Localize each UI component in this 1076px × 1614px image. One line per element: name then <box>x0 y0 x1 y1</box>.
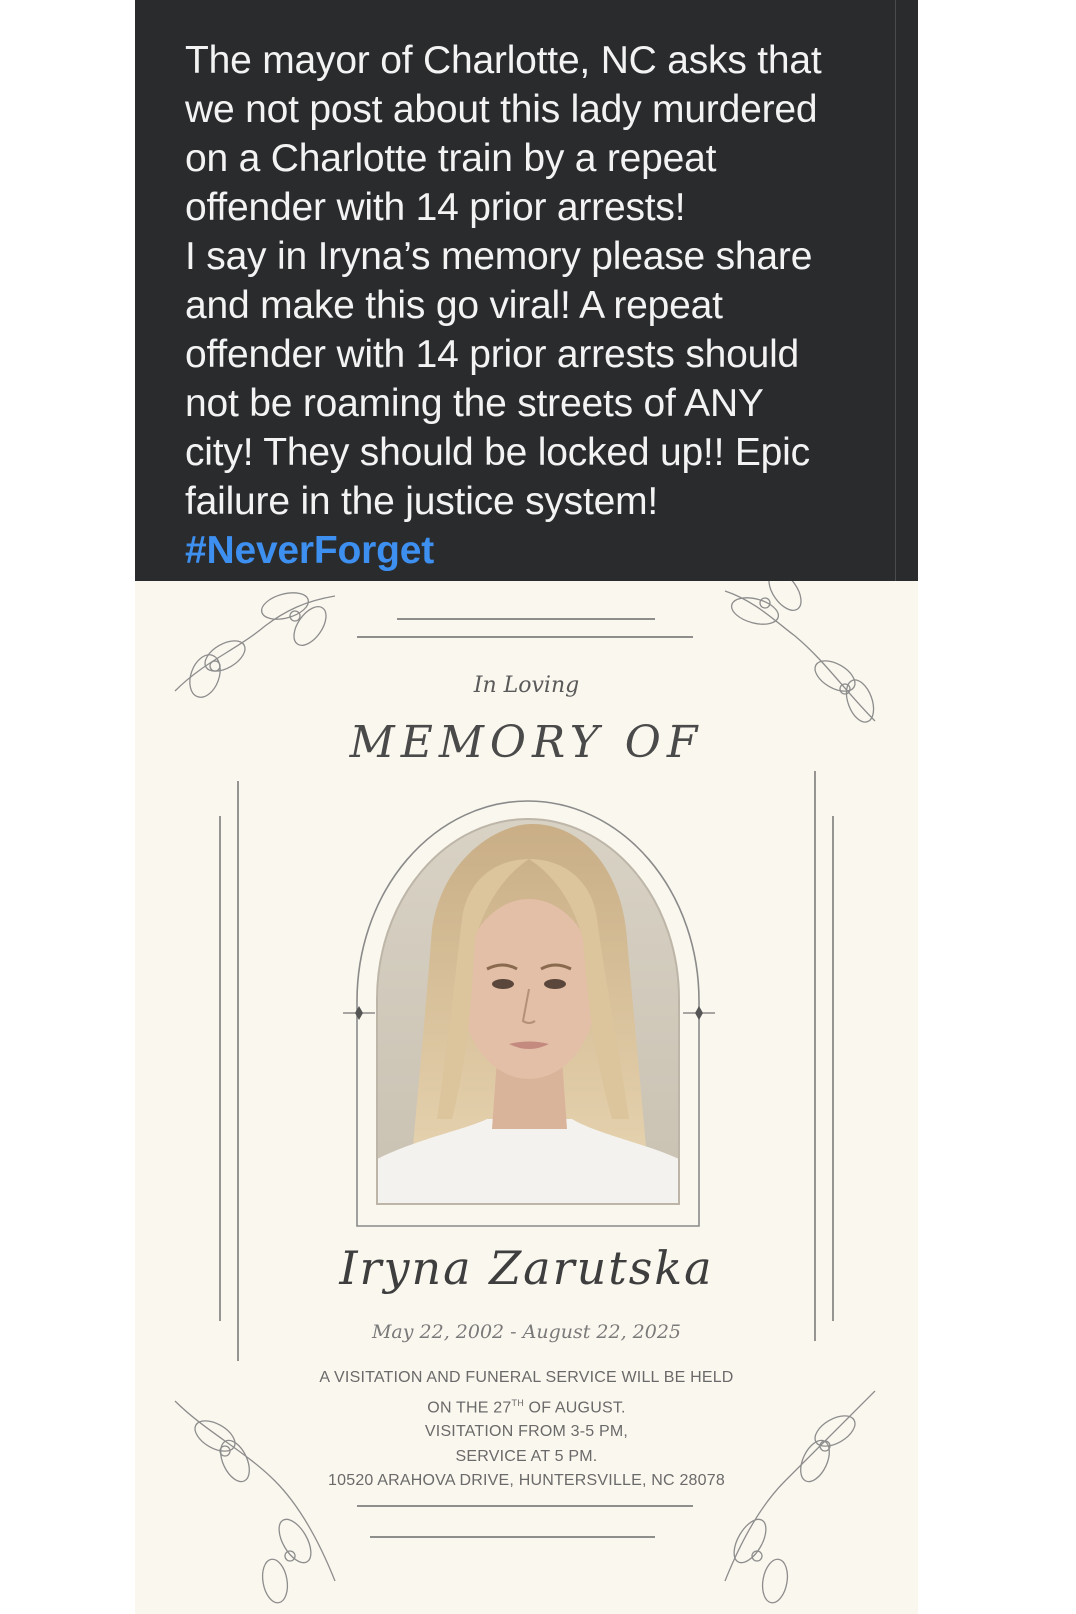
hashtag-link[interactable]: #NeverForget <box>185 529 435 572</box>
service-date-text-end: OF AUGUST. <box>523 1398 626 1416</box>
service-line: VISITATION FROM 3-5 PM, <box>424 1423 629 1441</box>
post-line: failure in the justice system! <box>185 480 659 523</box>
post-line: on a Charlotte train by a repeat <box>185 137 717 180</box>
service-date-text: ON THE 27 <box>427 1398 512 1416</box>
in-loving-script: In Loving <box>473 673 580 698</box>
deceased-name: Iryna Zarutska <box>339 1241 714 1295</box>
service-line: SERVICE AT 5 PM. <box>455 1447 598 1465</box>
service-line: A VISITATION AND FUNERAL SERVICE WILL BE HELD <box>319 1369 734 1386</box>
service-address: 10520 ARAHOVA DRIVE, HUNTERSVILLE, NC 28078 <box>328 1472 725 1490</box>
service-line <box>135 1391 918 1421</box>
memorial-card-image[interactable] <box>135 581 918 1614</box>
post-body <box>185 36 885 575</box>
post-line: offender with 14 prior arrests should <box>185 333 800 376</box>
portrait-illustration <box>357 799 699 1226</box>
post-line: and make this go viral! A repeat <box>185 284 723 327</box>
post-line: we not post about this lady murdered <box>185 88 818 131</box>
post-line: offender with 14 prior arrests! <box>185 186 686 229</box>
portrait-photo <box>357 799 699 1226</box>
memory-of-heading: MEMORY OF <box>349 717 704 768</box>
post-line: I say in Iryna’s memory please share <box>185 235 813 278</box>
ordinal-suffix: TH <box>511 1397 524 1408</box>
post-line: city! They should be locked up!! Epic <box>185 431 810 474</box>
service-details <box>135 1366 918 1494</box>
post-divider <box>895 0 896 581</box>
post-line: The mayor of Charlotte, NC asks that <box>185 39 822 82</box>
life-dates: May 22, 2002 - August 22, 2025 <box>371 1321 682 1343</box>
social-post <box>135 0 918 581</box>
post-line: not be roaming the streets of ANY <box>185 382 764 425</box>
